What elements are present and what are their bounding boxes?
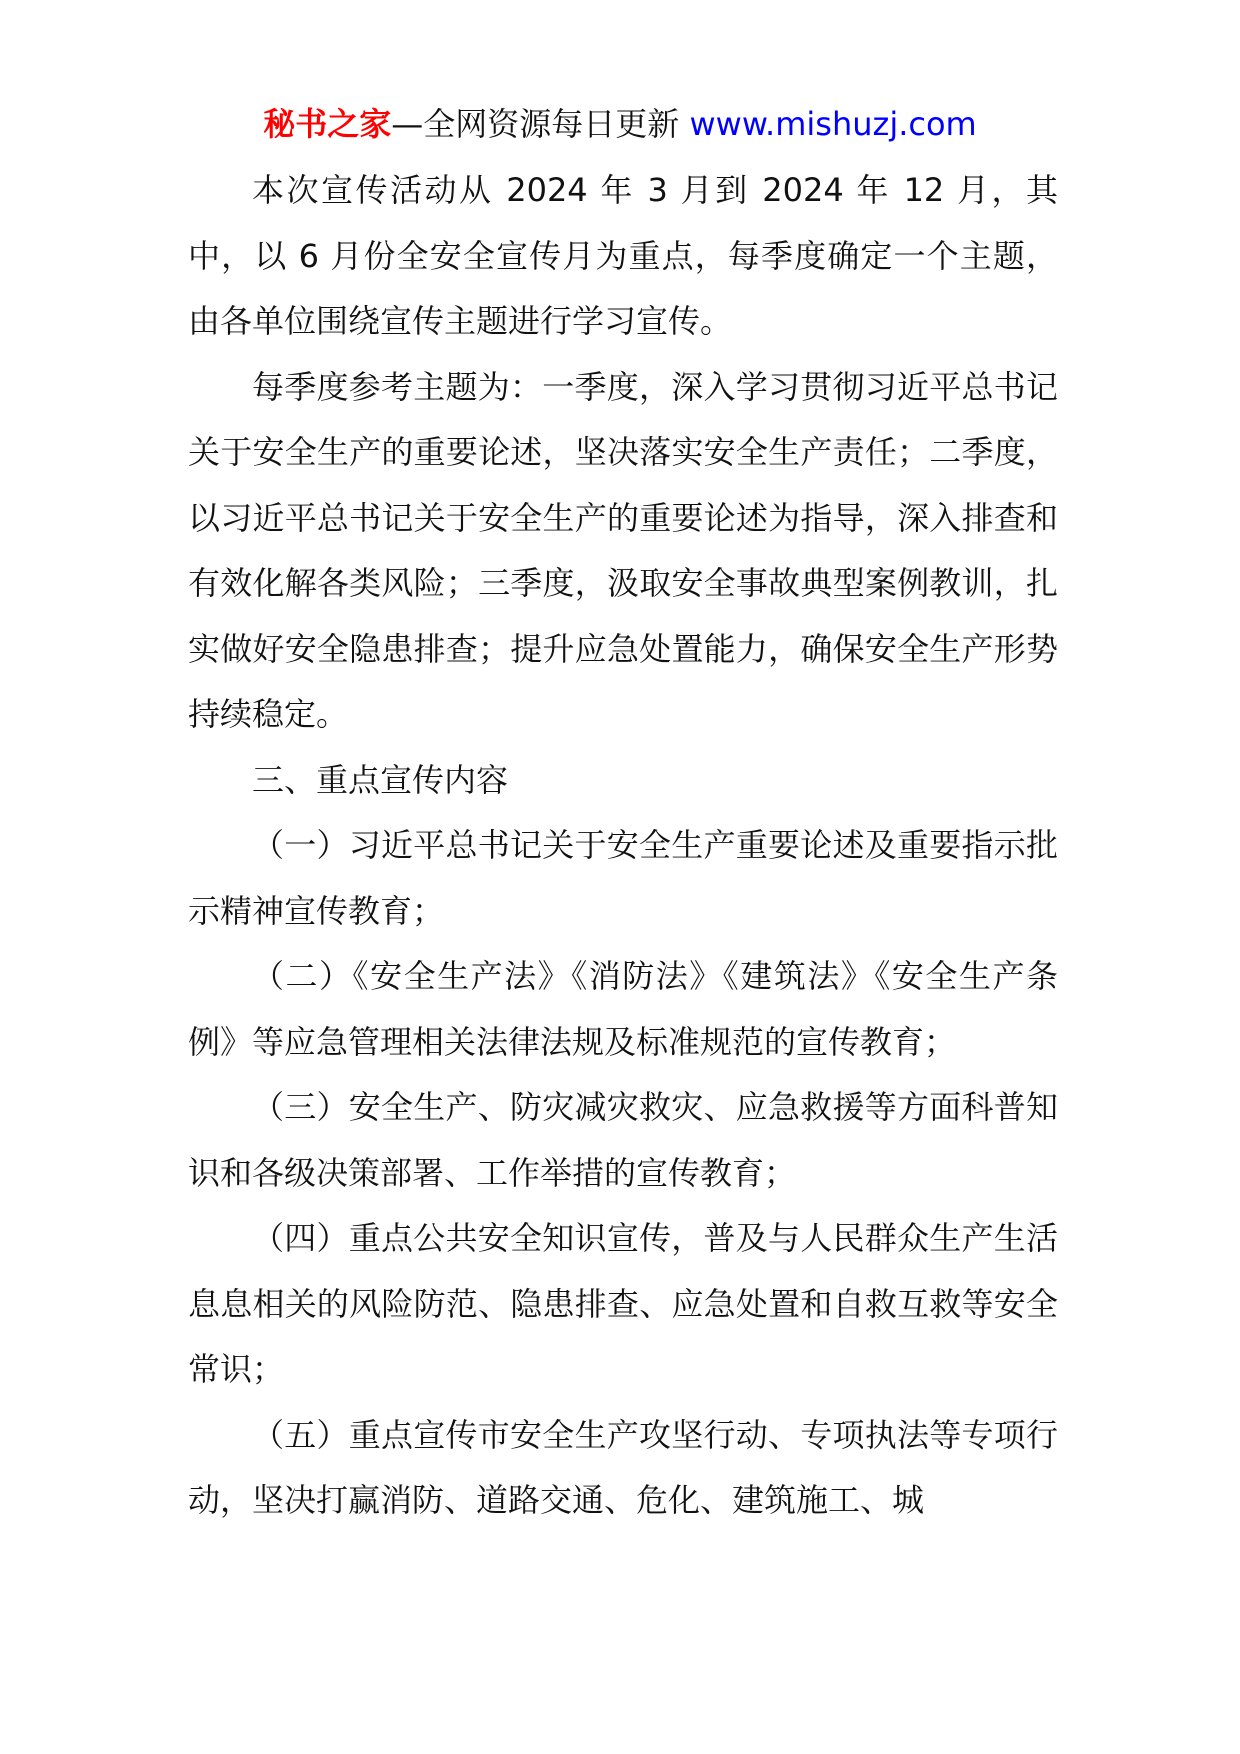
list-item-3: （三）安全生产、防灾减灾救灾、应急救援等方面科普知识和各级决策部署、工作举措的宣传教育；	[188, 1088, 1058, 1192]
site-tagline: —全网资源每日更新	[391, 105, 680, 143]
paragraph-quarterly-themes: 每季度参考主题为：一季度，深入学习贯彻习近平总书记关于安全生产的重要论述，坚决落实安全生产责任；二季度，以习近平总书记关于安全生产的重要论述为指导，深入排查和有效化解各类风险；三季度，汲取安全事故典型案例教训，扎实做好安全隐患排查；提升应急处置能力，确保安全生产形势持续稳定。	[188, 367, 1058, 733]
list-item-1: （一）习近平总书记关于安全生产重要论述及重要指示批示精神宣传教育；	[188, 826, 1058, 930]
section-heading: 三、重点宣传内容	[252, 760, 509, 799]
document-body	[188, 158, 1058, 1534]
list-item-4: （四）重点公共安全知识宣传，普及与人民群众生产生活息息相关的风险防范、隐患排查、应急处置和自救互救等安全常识；	[188, 1219, 1058, 1388]
site-header	[0, 100, 1240, 148]
list-item-5: （五）重点宣传市安全生产攻坚行动、专项执法等专项行动，坚决打赢消防、道路交通、危化、建筑施工、城	[188, 1415, 1058, 1519]
paragraph-schedule: 本次宣传活动从 2024 年 3 月到 2024 年 12 月，其中，以 6 月份全安全宣传月为重点，每季度确定一个主题，由各单位围绕宣传主题进行学习宣传。	[188, 171, 1058, 340]
site-url-link[interactable]: www.mishuzj.com	[689, 105, 977, 143]
list-item-2: （二）《安全生产法》《消防法》《建筑法》《安全生产条例》等应急管理相关法律法规及标准规范的宣传教育；	[188, 957, 1058, 1061]
brand-name: 秘书之家	[263, 105, 392, 143]
